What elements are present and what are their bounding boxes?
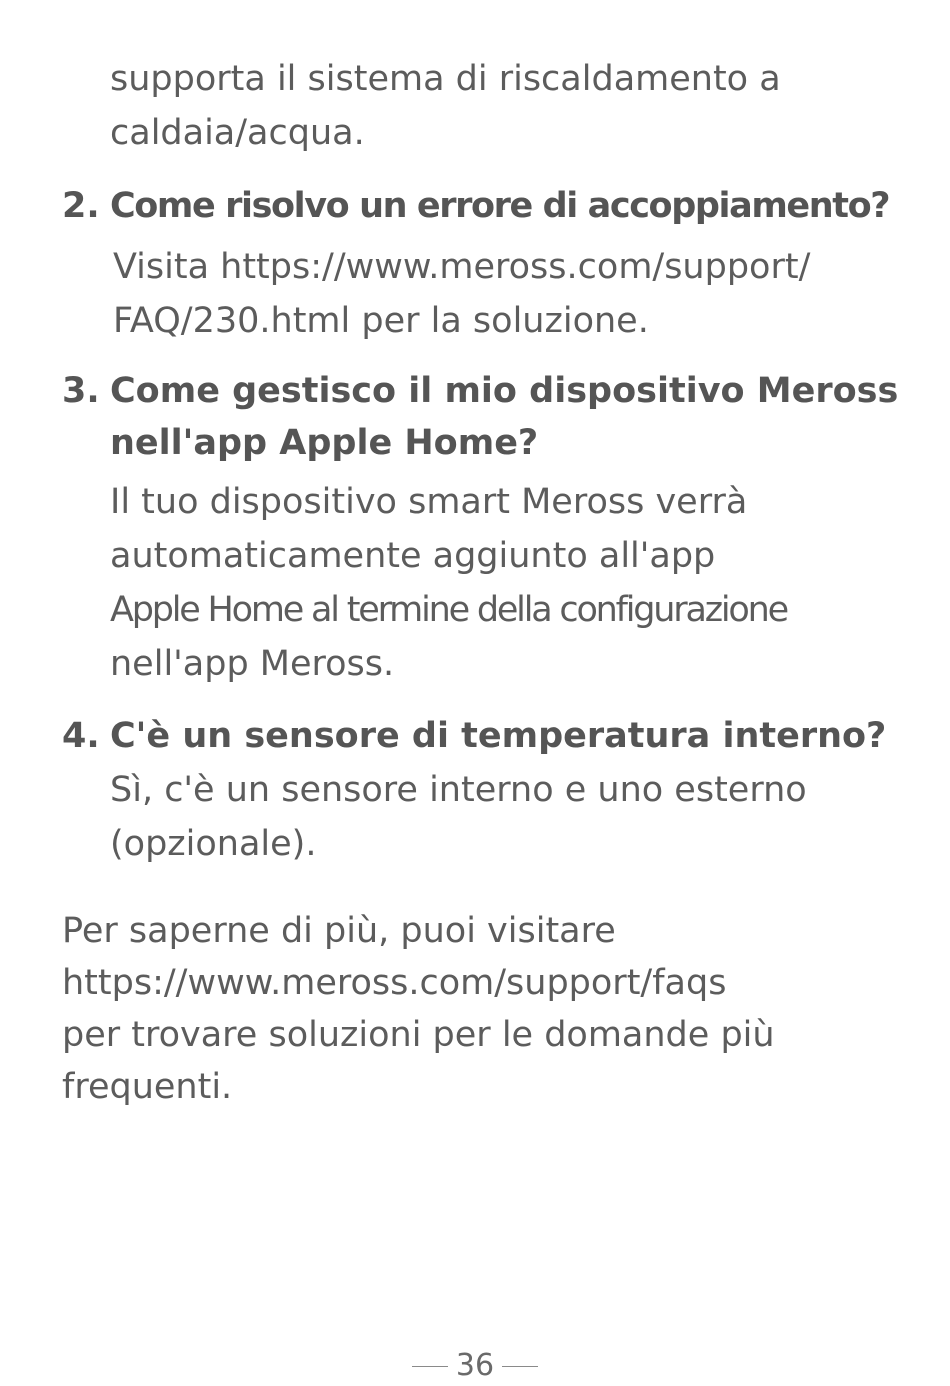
faq-4-question: C'è un sensore di temperatura interno? — [110, 716, 887, 756]
faq-4-number: 4. — [62, 716, 100, 756]
intro-continuation: supporta il sistema di riscaldamento a caldaia/acqua. — [110, 59, 781, 153]
faq-3-question: Come gestisco il mio dispositivo Meross nell'app Apple Home? — [110, 371, 899, 463]
faq-3-answer-line: Apple Home al termine della configurazione — [110, 590, 787, 630]
footer-rule-left — [412, 1366, 448, 1367]
page-number: 36 — [455, 1348, 495, 1383]
page-footer — [0, 1346, 950, 1386]
faq-3-answer-line: automaticamente aggiunto all'app — [110, 536, 716, 576]
faq-3-answer-line: Il tuo dispositivo smart Meross verrà — [110, 482, 748, 522]
faq-2-question: Come risolvo un errore di accoppiamento? — [110, 186, 890, 226]
faq-3-number: 3. — [62, 371, 100, 411]
faq-3-answer-line: nell'app Meross. — [110, 644, 395, 684]
faq-2-number: 2. — [62, 186, 100, 226]
footer-rule-right — [502, 1366, 538, 1367]
faq-4-answer: Sì, c'è un sensore interno e uno esterno (opzionale). — [110, 770, 807, 864]
closing-paragraph: Per saperne di più, puoi visitare https://www.meross.com/support/faqs per trovare soluzioni per le domande più frequenti. — [62, 911, 775, 1107]
faq-2-answer: Visita https://www.meross.com/support/ FAQ/230.html per la soluzione. — [113, 247, 811, 341]
